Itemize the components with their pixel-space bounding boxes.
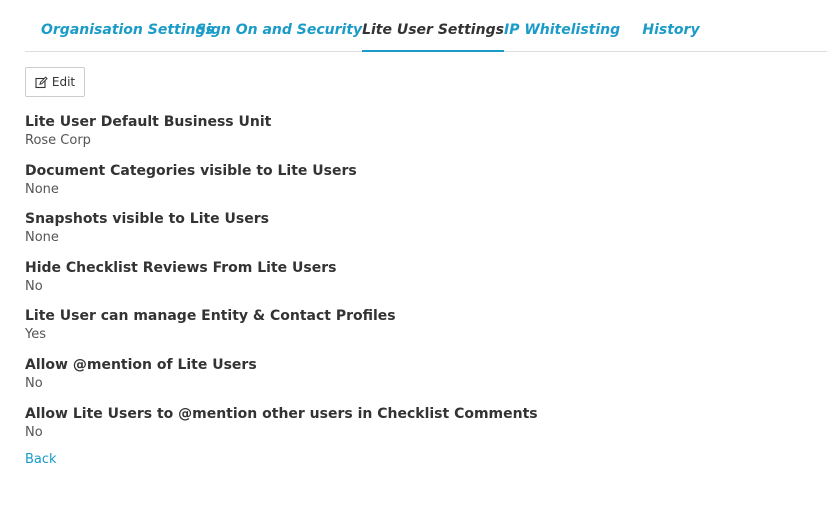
field-lite-users-mention-checklist [25, 405, 538, 442]
field-document-categories [25, 162, 357, 199]
field-value: Rose Corp [25, 133, 91, 148]
field-label: Snapshots visible to Lite Users [25, 211, 269, 227]
field-value: None [25, 230, 59, 245]
tab-organisation-settings[interactable]: Organisation Settings [41, 22, 214, 38]
field-hide-checklist-reviews [25, 259, 336, 296]
field-allow-mention-lite-users [25, 356, 257, 393]
field-value: Yes [25, 327, 46, 342]
field-value: No [25, 425, 43, 440]
field-value: None [25, 182, 59, 197]
field-label: Document Categories visible to Lite Users [25, 163, 357, 179]
field-manage-entity-contact-profiles [25, 307, 396, 344]
field-default-business-unit [25, 113, 271, 150]
field-value: No [25, 279, 43, 294]
field-label: Lite User Default Business Unit [25, 114, 272, 130]
edit-button-label: Edit [51, 75, 76, 89]
field-label: Lite User can manage Entity & Contact Profiles [25, 308, 396, 324]
field-snapshots [25, 210, 269, 247]
field-label: Allow Lite Users to @mention other users in Checklist Comments [25, 406, 538, 422]
tab-ip-whitelisting[interactable]: IP Whitelisting [504, 22, 621, 38]
edit-icon [35, 76, 48, 89]
back-link[interactable]: Back [25, 452, 57, 467]
edit-button[interactable] [25, 67, 85, 97]
field-label: Hide Checklist Reviews From Lite Users [25, 260, 337, 276]
tab-lite-user-settings[interactable]: Lite User Settings [362, 10, 504, 52]
field-value: No [25, 376, 43, 391]
settings-tabs [25, 10, 827, 52]
field-label: Allow @mention of Lite Users [25, 357, 257, 373]
tab-sign-on-and-security[interactable]: Sign On and Security [196, 22, 363, 38]
tab-history[interactable]: History [642, 22, 700, 38]
